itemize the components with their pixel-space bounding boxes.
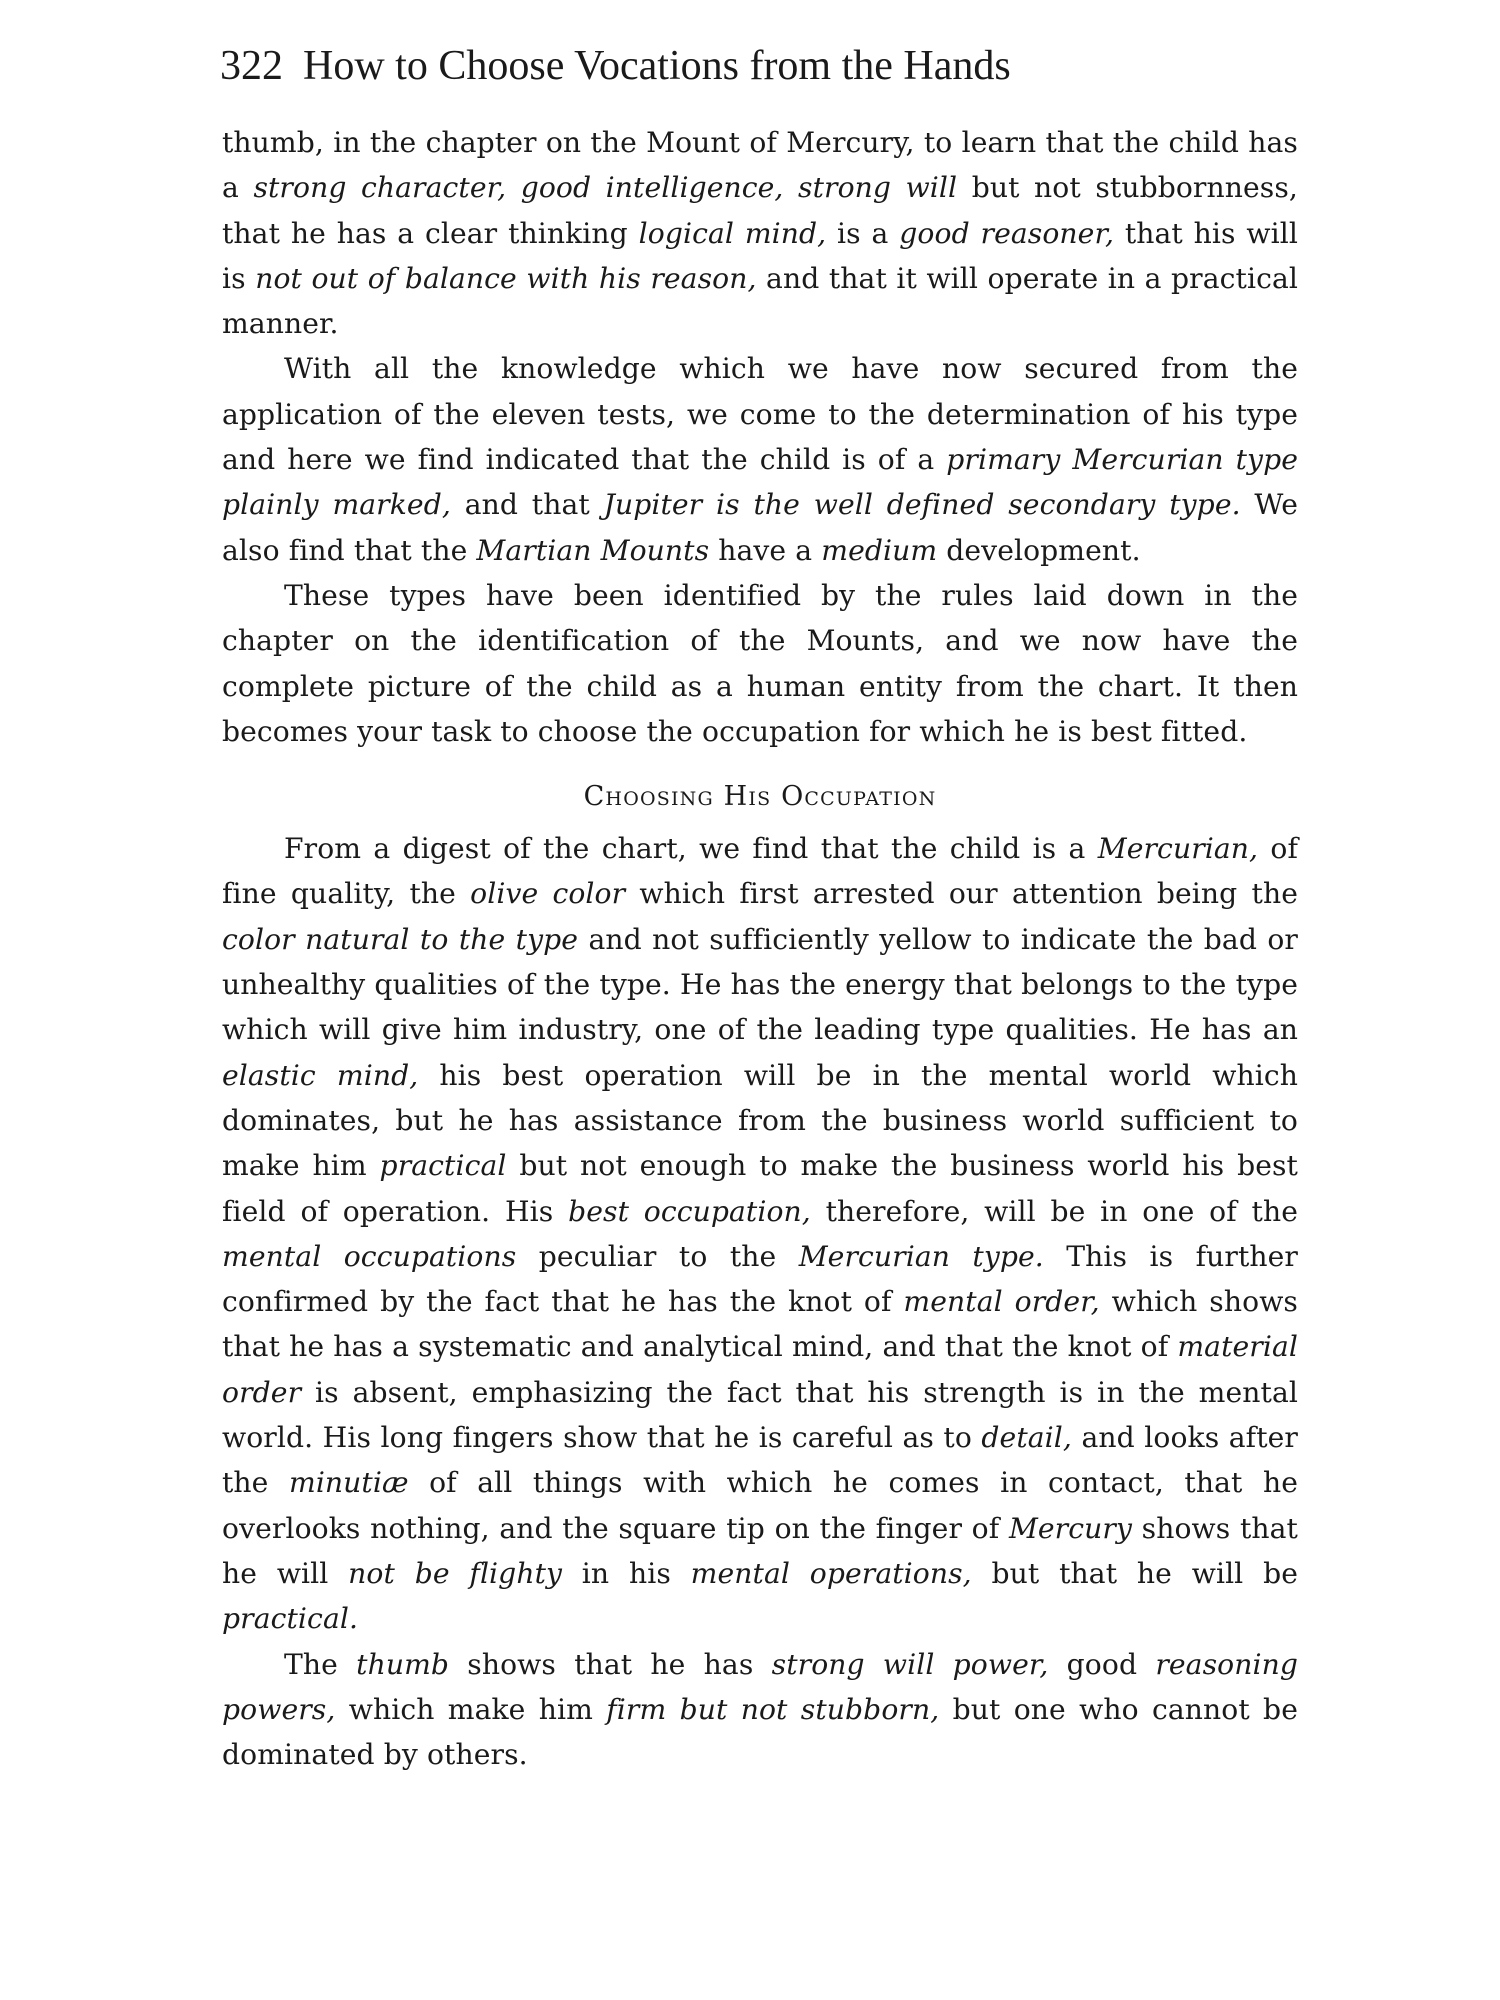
italic-text: elastic mind,	[222, 1058, 419, 1092]
book-page	[222, 40, 1298, 1777]
italic-text: thumb	[356, 1647, 450, 1681]
italic-text: Mercurian type.	[798, 1239, 1044, 1273]
italic-text: Jupiter is the well defined secondary type.	[603, 488, 1241, 522]
paragraph	[222, 826, 1298, 1641]
italic-text: mental occupations	[222, 1239, 517, 1273]
text-run: We also find that the	[222, 488, 1298, 567]
text-run: is absent, emphasizing the fact that his strength is in the mental world. His long fingers show that he is careful as to	[222, 1375, 1298, 1455]
italic-text: Martian Mounts	[476, 533, 710, 567]
italic-text: mental operations,	[690, 1556, 972, 1590]
text-run: thumb, in the chapter on the Mount of Mercury, to learn that the child has a	[222, 126, 1298, 205]
text-run: therefore, will be in one of the	[810, 1194, 1298, 1228]
page-number: 322	[220, 43, 283, 89]
text-run: which make him	[335, 1692, 607, 1726]
italic-text: color natural to the type	[222, 922, 579, 956]
text-run: that his will is	[222, 216, 1299, 295]
italic-text: firm but not stubborn,	[606, 1692, 940, 1726]
text-run: his best operation will be in the mental world which dominates, but he has assistance from the business world sufficient to make him	[222, 1058, 1298, 1183]
text-run: but that he will be	[971, 1556, 1298, 1590]
text-run: With all the knowledge which we have now secured from the application of the eleven tests, we come to the determination of his type and here we find indicated that the child is of a	[222, 352, 1298, 477]
italic-text: Mercurian,	[1097, 832, 1259, 866]
paragraph	[222, 120, 1298, 346]
text-run: which shows that he has a systematic and analytical mind, and that the knot of	[222, 1285, 1298, 1364]
text-run: is a	[826, 216, 900, 250]
text-run: shows that he has	[449, 1647, 772, 1681]
text-run: of fine quality, the	[222, 832, 1298, 911]
italic-text: strong will power,	[771, 1647, 1049, 1681]
text-run: From a digest of the chart, we find that the child is a	[284, 832, 1098, 866]
text-run: and that	[450, 488, 604, 522]
text-run: shows that he will	[222, 1511, 1298, 1590]
italic-text: minutiæ	[288, 1466, 409, 1500]
running-head	[220, 40, 1298, 92]
body-text	[222, 120, 1298, 1777]
italic-text: practical.	[222, 1602, 359, 1636]
text-run: development.	[937, 533, 1141, 567]
text-run: good	[1048, 1647, 1156, 1681]
italic-text: best occupation,	[568, 1194, 811, 1228]
text-run: and that it will operate in a practical manner.	[222, 261, 1298, 341]
text-run: in his	[562, 1556, 691, 1590]
text-run: This is further confirmed by the fact that he has the knot of	[222, 1239, 1299, 1319]
paragraph	[222, 573, 1298, 754]
paragraph	[222, 1642, 1298, 1778]
italic-text: medium	[821, 533, 938, 567]
italic-text: detail,	[981, 1421, 1072, 1455]
text-run: but one who cannot be dominated by others.	[222, 1692, 1298, 1772]
running-title: How to Choose Vocations from the Hands	[303, 43, 1011, 89]
italic-text: primary Mercurian type plainly marked,	[222, 443, 1298, 522]
italic-text: not be flighty	[348, 1556, 563, 1590]
italic-text: logical mind,	[638, 216, 827, 250]
text-run: but not enough to make the business world his best field of operation. His	[222, 1149, 1298, 1228]
text-run: These types have been identified by the rules laid down in the chapter on the identification of the Mounts, and we now have the complete picture of the child as a human entity from the chart. It then becomes your task to choose the occupation for which he is best fitted.	[222, 578, 1298, 748]
italic-text: mental order,	[903, 1285, 1100, 1319]
italic-text: strong character, good intelligence, strong will	[253, 171, 958, 205]
italic-text: practical	[379, 1149, 507, 1183]
paragraph	[222, 346, 1298, 572]
section-heading: Choosing His Occupation	[583, 781, 937, 813]
italic-text: reasoning powers,	[222, 1647, 1298, 1726]
italic-text: not out of balance with his reason,	[255, 261, 757, 295]
text-run: The	[284, 1647, 357, 1681]
text-run: peculiar to the	[516, 1239, 799, 1273]
text-run: but not stubbornness, that he has a clear thinking	[222, 171, 1298, 250]
italic-text: material order	[222, 1330, 1298, 1409]
italic-text: olive color	[470, 877, 626, 911]
text-run: have a	[709, 533, 822, 567]
text-run: of all things with which he comes in contact, that he overlooks nothing, and the square tip on the finger of	[222, 1466, 1298, 1545]
text-run: and not sufficiently yellow to indicate the bad or unhealthy qualities of the type. He has the energy that belongs to the type which will give him industry, one of the leading type qualities. He has an	[222, 922, 1298, 1047]
italic-text: Mercury	[1008, 1511, 1132, 1545]
text-run: and looks after the	[222, 1421, 1298, 1500]
text-run: which first arrested our attention being the	[625, 877, 1298, 911]
italic-text: good reasoner,	[899, 216, 1115, 250]
